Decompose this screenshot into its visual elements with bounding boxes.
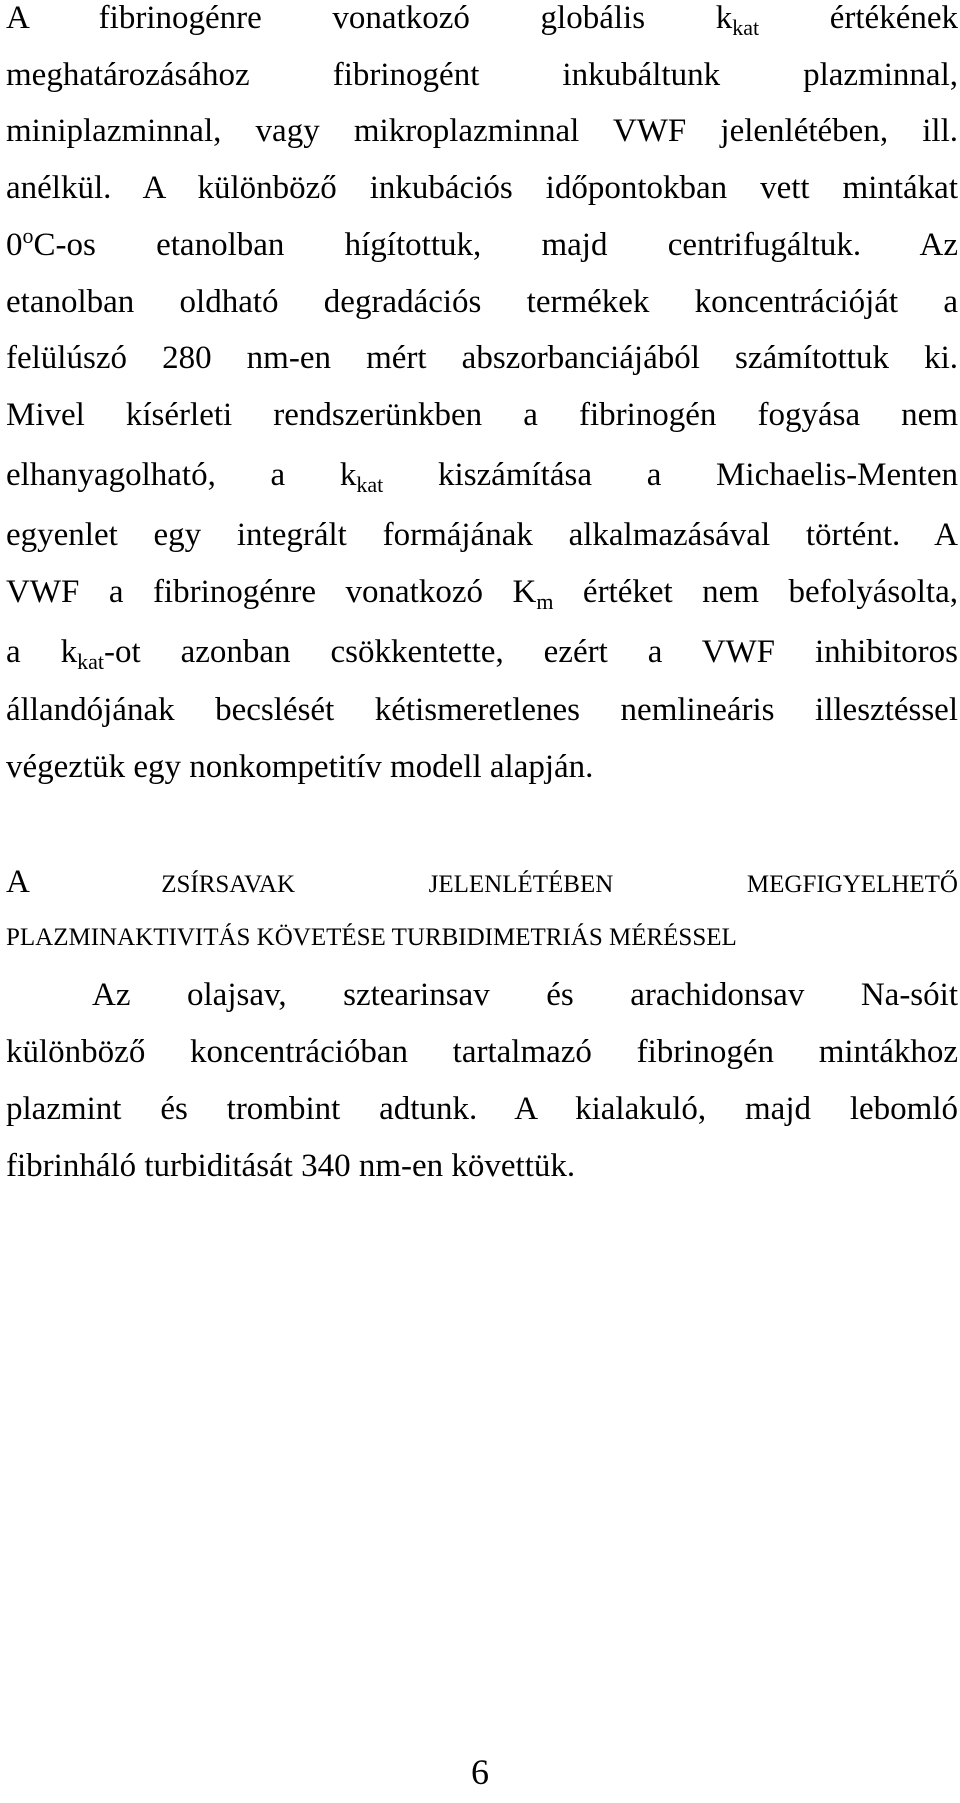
paragraph2-line-1: Az olajsav, sztearinsav és arachidonsav Na-sóit: [92, 977, 958, 1013]
paragraph1-line-10: egyenlet egy integrált formájának alkalmazásával történt. A: [6, 517, 958, 553]
paragraph1-line-2: meghatározásához fibrinogént inkubáltunk plazminnal,: [6, 57, 958, 93]
paragraph1-line-9: elhanyagolható, a $k_{kat}$ kiszámítása a Michaelis-Menten: [6, 457, 958, 497]
section-heading-line-2: PLAZMINAKTIVITÁS KÖVETÉSE TURBIDIMETRIÁS MÉRÉSSEL: [6, 924, 737, 951]
paragraph1-line-11: VWF a fibrinogénre vonatkozó $K_m$ értéket nem befolyásolta,: [6, 574, 958, 614]
paragraph1-line-3: miniplazminnal, vagy mikroplazminnal VWF jelenlétében, ill.: [6, 113, 958, 149]
paragraph2-line-3: plazmint és trombint adtunk. A kialakuló, majd lebomló: [6, 1091, 958, 1127]
paragraph1-line-7: felülúszó 280 nm-en mért abszorbanciájából számítottuk ki.: [6, 340, 958, 376]
paragraph1-line-12: a $k_{kat}-ot$ azonban csökkentette, ezért a VWF inhibitoros: [6, 634, 958, 674]
paragraph1-line-4: anélkül. A különböző inkubációs időpontokban vett mintákat: [6, 170, 958, 206]
paragraph1-line-8: Mivel kísérleti rendszerünkben a fibrinogén fogyása nem: [6, 397, 958, 433]
page-number: 6: [471, 1752, 489, 1792]
paragraph2-line-4: fibrinháló turbiditását 340 nm-en követtük.: [6, 1148, 576, 1184]
paragraph1-line-13: állandójának becslését kétismeretlenes nemlineáris illesztéssel: [6, 692, 958, 728]
paragraph1-line-1: A fibrinogénre vonatkozó globális $k_{kat}$ értékének: [6, 0, 958, 40]
paragraph2-line-2: különböző koncentrációban tartalmazó fibrinogén mintákhoz: [6, 1034, 958, 1070]
paragraph1-line-5: 0$^o$C-os etanolban hígítottuk, majd centrifugáltuk. Az: [6, 223, 958, 263]
paragraph1-line-6: etanolban oldható degradációs termékek koncentrációját a: [6, 284, 958, 320]
section-heading-line-1: A ZSÍRSAVAK JELENLÉTÉBEN MEGFIGYELHETŐ: [6, 864, 958, 900]
paragraph1-line-14: végeztük egy nonkompetitív modell alapján.: [6, 749, 594, 785]
